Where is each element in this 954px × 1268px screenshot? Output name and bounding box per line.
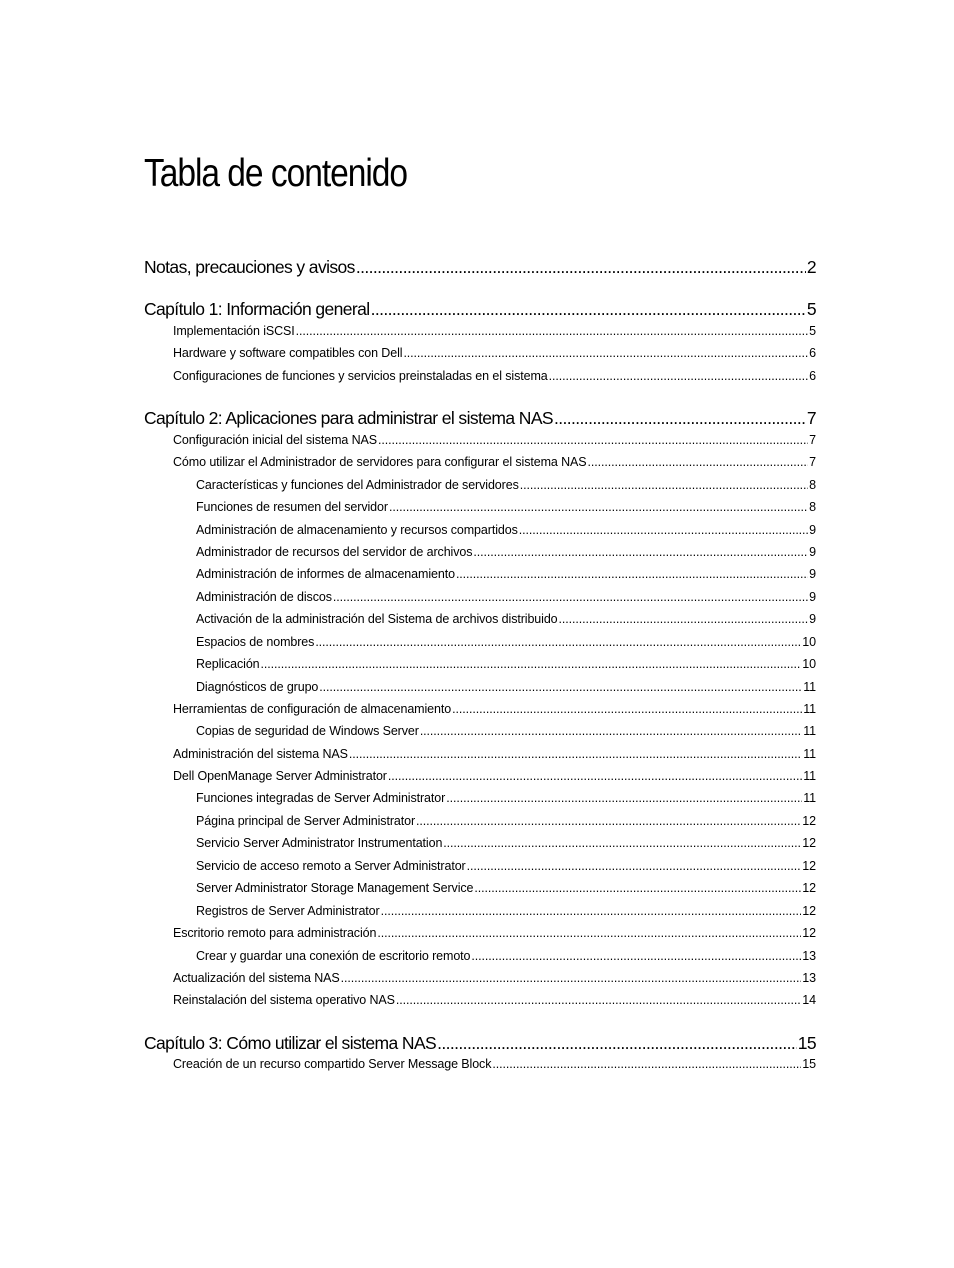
toc-entry-title: Servicio de acceso remoto a Server Administrator xyxy=(196,859,466,873)
dot-leader xyxy=(319,680,802,694)
toc-entry[interactable] xyxy=(196,500,816,516)
toc-entry[interactable] xyxy=(173,702,816,718)
toc-entry-title: Notas, precauciones y avisos xyxy=(144,257,355,277)
toc-entry[interactable] xyxy=(173,369,816,385)
dot-leader xyxy=(381,904,802,918)
toc-entry-title: Servicio Server Administrator Instrumentation xyxy=(196,836,443,850)
toc-entry-title: Capítulo 1: Información general xyxy=(144,299,370,319)
toc-entry-page: 7 xyxy=(806,408,816,428)
toc-entry-page: 5 xyxy=(809,324,816,338)
toc-entry[interactable] xyxy=(196,680,816,696)
toc-entry[interactable] xyxy=(144,257,816,279)
toc-entry-page: 2 xyxy=(806,257,816,277)
toc-entry-page: 11 xyxy=(803,724,816,738)
dot-leader xyxy=(437,1033,797,1054)
dot-leader xyxy=(261,657,802,671)
toc-entry-page: 15 xyxy=(797,1033,816,1053)
toc-entry-title: Herramientas de configuración de almacenamiento xyxy=(173,702,452,716)
toc-entry-page: 8 xyxy=(809,478,816,492)
toc-entry-title: Registros de Server Administrator xyxy=(196,904,380,918)
toc-entry-title: Activación de la administración del Sistema de archivos distribuido xyxy=(196,612,558,626)
dot-leader xyxy=(443,836,801,850)
toc-entry-title: Reinstalación del sistema operativo NAS xyxy=(173,993,395,1007)
dot-leader xyxy=(388,769,802,783)
toc-entry-page: 5 xyxy=(806,299,816,319)
toc-entry[interactable] xyxy=(196,791,816,807)
toc-entry[interactable] xyxy=(173,324,816,340)
toc-entry[interactable] xyxy=(173,926,816,942)
toc-entry-page: 9 xyxy=(809,612,816,626)
toc-entry-title: Creación de un recurso compartido Server Message Block xyxy=(173,1057,492,1071)
toc-entry[interactable] xyxy=(173,971,816,987)
dot-leader xyxy=(554,408,806,429)
dot-leader xyxy=(377,926,801,940)
toc-entry-page: 10 xyxy=(802,657,816,671)
toc-entry[interactable] xyxy=(196,545,816,561)
toc-entry-title: Cómo utilizar el Administrador de servidores para configurar el sistema NAS xyxy=(173,455,587,469)
toc-entry-page: 10 xyxy=(802,635,816,649)
toc-entry-page: 15 xyxy=(802,1057,816,1071)
dot-leader xyxy=(403,346,808,360)
toc-entry-page: 7 xyxy=(809,455,816,469)
dot-leader xyxy=(474,881,801,895)
dot-leader xyxy=(446,791,802,805)
toc-entry-title: Dell OpenManage Server Administrator xyxy=(173,769,387,783)
dot-leader xyxy=(492,1057,801,1071)
toc-entry[interactable] xyxy=(144,299,816,321)
dot-leader xyxy=(549,369,808,383)
toc-entry[interactable] xyxy=(196,478,816,494)
toc-entry[interactable] xyxy=(196,904,816,920)
toc-entry-page: 11 xyxy=(803,680,816,694)
dot-leader xyxy=(452,702,802,716)
toc-entry-page: 6 xyxy=(809,346,816,360)
toc-entry-title: Configuraciones de funciones y servicios preinstaladas en el sistema xyxy=(173,369,548,383)
toc-entry-page: 14 xyxy=(802,993,816,1007)
dot-leader xyxy=(519,523,808,537)
toc-entry[interactable] xyxy=(173,455,816,471)
toc-entry-title: Escritorio remoto para administración xyxy=(173,926,377,940)
toc-entry-title: Espacios de nombres xyxy=(196,635,315,649)
toc-entry-page: 9 xyxy=(809,523,816,537)
toc-entry-title: Administración de almacenamiento y recursos compartidos xyxy=(196,523,518,537)
toc-entry-page: 12 xyxy=(802,859,816,873)
toc-entry-page: 9 xyxy=(809,590,816,604)
toc-entry-title: Replicación xyxy=(196,657,260,671)
toc-entry-page: 13 xyxy=(802,971,816,985)
toc-entry[interactable] xyxy=(196,590,816,606)
toc-entry[interactable] xyxy=(196,859,816,875)
dot-leader xyxy=(467,859,802,873)
toc-entry-page: 11 xyxy=(803,747,816,761)
toc-entry-page: 12 xyxy=(802,881,816,895)
toc-entry-page: 12 xyxy=(802,926,816,940)
dot-leader xyxy=(559,612,809,626)
toc-entry[interactable] xyxy=(196,657,816,673)
dot-leader xyxy=(396,993,801,1007)
toc-entry[interactable] xyxy=(144,408,816,430)
toc-entry-page: 11 xyxy=(803,702,816,716)
toc-entry-title: Server Administrator Storage Management Service xyxy=(196,881,474,895)
toc-entry[interactable] xyxy=(144,1033,816,1055)
dot-leader xyxy=(588,455,809,469)
toc-entry-page: 9 xyxy=(809,567,816,581)
dot-leader xyxy=(371,299,806,320)
toc-entry[interactable] xyxy=(196,836,816,852)
toc-entry-page: 13 xyxy=(802,949,816,963)
dot-leader xyxy=(420,724,802,738)
toc-entry-page: 11 xyxy=(803,791,816,805)
toc-entry-title: Página principal de Server Administrator xyxy=(196,814,416,828)
dot-leader xyxy=(389,500,808,514)
toc-entry-title: Capítulo 3: Cómo utilizar el sistema NAS xyxy=(144,1033,437,1053)
toc-entry[interactable] xyxy=(196,949,816,965)
toc-entry[interactable] xyxy=(196,881,816,897)
toc-entry-page: 12 xyxy=(802,904,816,918)
toc-entry[interactable] xyxy=(173,346,816,362)
dot-leader xyxy=(520,478,808,492)
toc-entry[interactable] xyxy=(173,433,816,449)
toc-entry[interactable] xyxy=(173,747,816,763)
dot-leader xyxy=(315,635,801,649)
dot-leader xyxy=(356,257,806,278)
dot-leader xyxy=(349,747,802,761)
dot-leader xyxy=(473,545,808,559)
dot-leader xyxy=(456,567,808,581)
dot-leader xyxy=(416,814,801,828)
toc-entry[interactable] xyxy=(196,523,816,539)
toc-entry-page: 12 xyxy=(802,814,816,828)
toc-entry-title: Características y funciones del Administrador de servidores xyxy=(196,478,519,492)
toc-entry[interactable] xyxy=(196,814,816,830)
toc-entry-page: 11 xyxy=(803,769,816,783)
toc-entry[interactable] xyxy=(196,724,816,740)
dot-leader xyxy=(471,949,801,963)
toc-entry-title: Administración de informes de almacenamiento xyxy=(196,567,455,581)
toc-entry-page: 7 xyxy=(809,433,816,447)
page-title: Tabla de contenido xyxy=(144,152,408,195)
toc-entry-title: Administrador de recursos del servidor de archivos xyxy=(196,545,473,559)
toc-entry[interactable] xyxy=(173,769,816,785)
toc-entry[interactable] xyxy=(173,993,816,1009)
toc-entry-title: Crear y guardar una conexión de escritorio remoto xyxy=(196,949,471,963)
toc-entry[interactable] xyxy=(173,1057,816,1073)
toc-entry-title: Actualización del sistema NAS xyxy=(173,971,340,985)
toc-entry[interactable] xyxy=(196,612,816,628)
toc-entry-title: Hardware y software compatibles con Dell xyxy=(173,346,403,360)
toc-entry-page: 8 xyxy=(809,500,816,514)
dot-leader xyxy=(333,590,808,604)
toc-entry-title: Capítulo 2: Aplicaciones para administrar el sistema NAS xyxy=(144,408,553,428)
toc-entry-title: Funciones de resumen del servidor xyxy=(196,500,388,514)
toc-entry-title: Copias de seguridad de Windows Server xyxy=(196,724,419,738)
toc-entry-title: Implementación iSCSI xyxy=(173,324,295,338)
toc-entry-title: Diagnósticos de grupo xyxy=(196,680,319,694)
toc-entry-page: 6 xyxy=(809,369,816,383)
toc-entry-title: Administración de discos xyxy=(196,590,332,604)
toc-entry[interactable] xyxy=(196,635,816,651)
toc-entry-title: Administración del sistema NAS xyxy=(173,747,348,761)
toc-entry-title: Configuración inicial del sistema NAS xyxy=(173,433,378,447)
dot-leader xyxy=(378,433,808,447)
dot-leader xyxy=(341,971,802,985)
toc-entry-title: Funciones integradas de Server Administrator xyxy=(196,791,446,805)
toc-entry-page: 9 xyxy=(809,545,816,559)
toc-entry-page: 12 xyxy=(802,836,816,850)
dot-leader xyxy=(296,324,808,338)
toc-entry[interactable] xyxy=(196,567,816,583)
